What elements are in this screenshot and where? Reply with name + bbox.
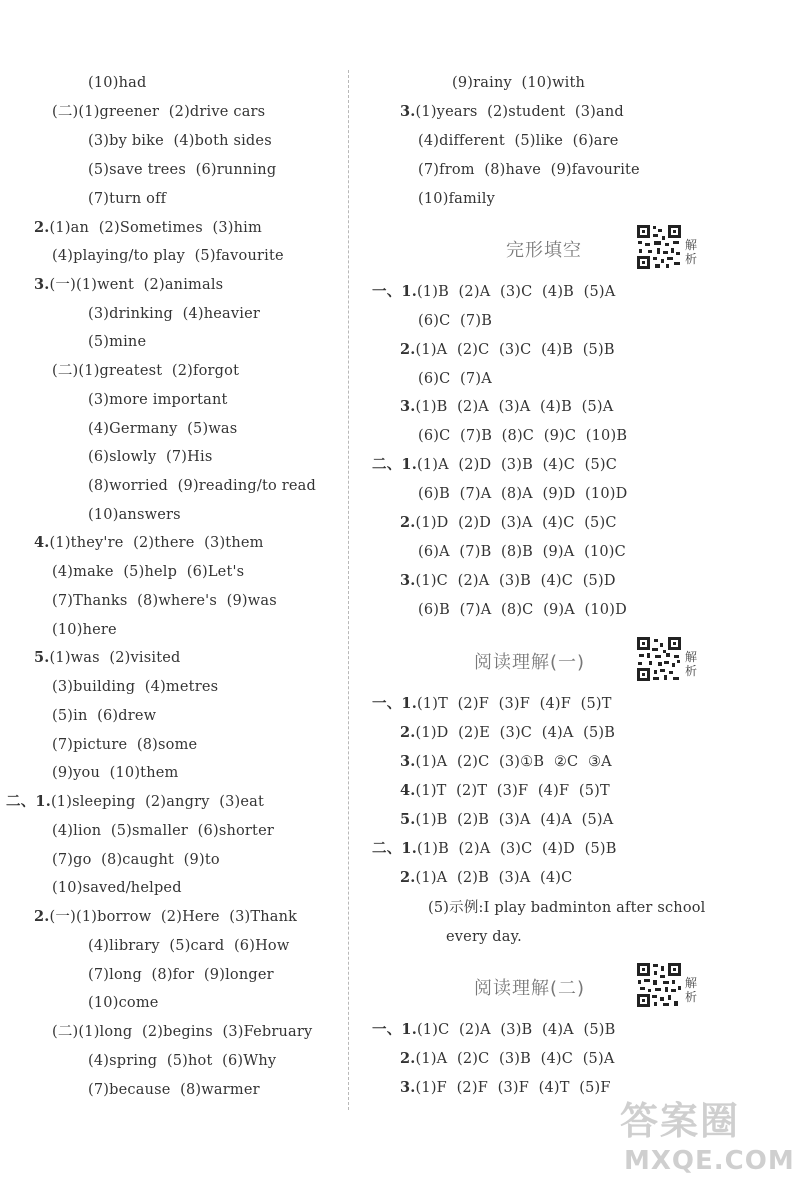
answer-line: 一、1.(1)B (2)A (3)C (4)B (5)A [372,283,616,300]
answer-line: (5)in (6)drew [52,708,157,724]
answer-line: (10)family [418,191,495,207]
answer-line: 3.(1)years (2)student (3)and [400,103,624,120]
site-watermark [620,1090,795,1185]
answer-line: (7)turn off [88,191,167,207]
answer-line: (4)Germany (5)was [88,421,238,437]
answer-line: 2.(一)(1)borrow (2)Here (3)Thank [34,908,298,925]
answer-line: (5)save trees (6)running [88,162,277,178]
answer-line: (二)(1)greatest (2)forgot [52,363,240,379]
answer-line: 3.(1)B (2)A (3)A (4)B (5)A [400,398,614,415]
watermark-logo-text: 答案圈 [620,1099,741,1143]
section-heading-reading-2: 阅读理解(二) [474,978,586,999]
answer-line: 4.(1)they're (2)there (3)them [34,534,264,551]
answer-line: 2.(1)A (2)B (3)A (4)C [400,869,573,886]
qr-code-icon[interactable] [636,224,682,270]
answer-line: (6)C (7)A [418,371,492,387]
section-heading-cloze: 完形填空 [506,240,582,261]
answer-line: (3)drinking (4)heavier [88,306,261,322]
answer-line: (6)slowly (7)His [88,449,213,465]
answer-line: (6)C (7)B [418,313,493,329]
answer-line: (9)rainy (10)with [452,75,586,91]
answer-line: 一、1.(1)C (2)A (3)B (4)A (5)B [372,1021,616,1038]
answer-line: (4)lion (5)smaller (6)shorter [52,823,275,839]
answer-line: (7)because (8)warmer [88,1082,260,1098]
answer-line: (7)Thanks (8)where's (9)was [52,593,277,609]
answer-line: (6)B (7)A (8)C (9)A (10)D [418,602,627,618]
answer-line: (10)had [88,75,147,91]
qr-label: 解析 [684,238,697,266]
column-divider [348,70,349,1110]
answer-line: (9)you (10)them [52,765,179,781]
answer-line: 5.(1)B (2)B (3)A (4)A (5)A [400,811,614,828]
answer-line: 2.(1)D (2)D (3)A (4)C (5)C [400,514,617,531]
qr-label: 解析 [684,976,697,1004]
answer-line: (3)building (4)metres [52,679,219,695]
answer-line: (10)come [88,995,159,1011]
answer-line: (7)from (8)have (9)favourite [418,162,640,178]
answer-line: (8)worried (9)reading/to read [88,478,316,494]
answer-line: (10)here [52,622,117,638]
answer-line: (5)mine [88,334,147,350]
answer-line: (6)C (7)B (8)C (9)C (10)B [418,428,628,444]
section-heading-reading-1: 阅读理解(一) [474,652,586,673]
answer-line: 二、1.(1)A (2)D (3)B (4)C (5)C [372,456,618,473]
answer-line: (二)(1)greener (2)drive cars [52,104,266,120]
answer-line: 2.(1)A (2)C (3)C (4)B (5)B [400,341,615,358]
answer-line: (5)示例:I play badminton after school [428,900,706,916]
answer-line: 3.(1)A (2)C (3)①B ②C ③A [400,753,612,770]
answer-line: (6)B (7)A (8)A (9)D (10)D [418,486,628,502]
answer-line: 3.(1)C (2)A (3)B (4)C (5)D [400,572,616,589]
answer-line: (4)spring (5)hot (6)Why [88,1053,277,1069]
answer-line: 3.(1)F (2)F (3)F (4)T (5)F [400,1079,611,1096]
answer-line: 二、1.(1)B (2)A (3)C (4)D (5)B [372,840,617,857]
qr-code-icon[interactable] [636,636,682,682]
answer-line: 一、1.(1)T (2)F (3)F (4)F (5)T [372,695,612,712]
answer-line: (4)make (5)help (6)Let's [52,564,245,580]
answer-line: (7)picture (8)some [52,737,198,753]
answer-line: 2.(1)D (2)E (3)C (4)A (5)B [400,724,616,741]
answer-line: 二、1.(1)sleeping (2)angry (3)eat [6,793,265,810]
answer-line: every day. [446,929,522,945]
answer-line: (10)answers [88,507,181,523]
qr-label: 解析 [684,650,697,678]
answer-line: (4)library (5)card (6)How [88,938,290,954]
answer-line: 4.(1)T (2)T (3)F (4)F (5)T [400,782,610,799]
qr-code-icon[interactable] [636,962,682,1008]
answer-line: (10)saved/helped [52,880,182,896]
answer-line: 5.(1)was (2)visited [34,649,181,666]
answer-line: (3)more important [88,392,228,408]
answer-line: (4)playing/to play (5)favourite [52,248,284,264]
answer-line: 3.(一)(1)went (2)animals [34,276,224,293]
answer-line: (4)different (5)like (6)are [418,133,619,149]
answer-line: (二)(1)long (2)begins (3)February [52,1024,313,1040]
answer-line: 2.(1)an (2)Sometimes (3)him [34,219,262,236]
answer-line: (3)by bike (4)both sides [88,133,272,149]
watermark-url: MXQE.COM [624,1146,795,1176]
answer-line: (7)long (8)for (9)longer [88,967,274,983]
answer-line: (6)A (7)B (8)B (9)A (10)C [418,544,626,560]
answer-line: 2.(1)A (2)C (3)B (4)C (5)A [400,1050,615,1067]
answer-line: (7)go (8)caught (9)to [52,852,220,868]
